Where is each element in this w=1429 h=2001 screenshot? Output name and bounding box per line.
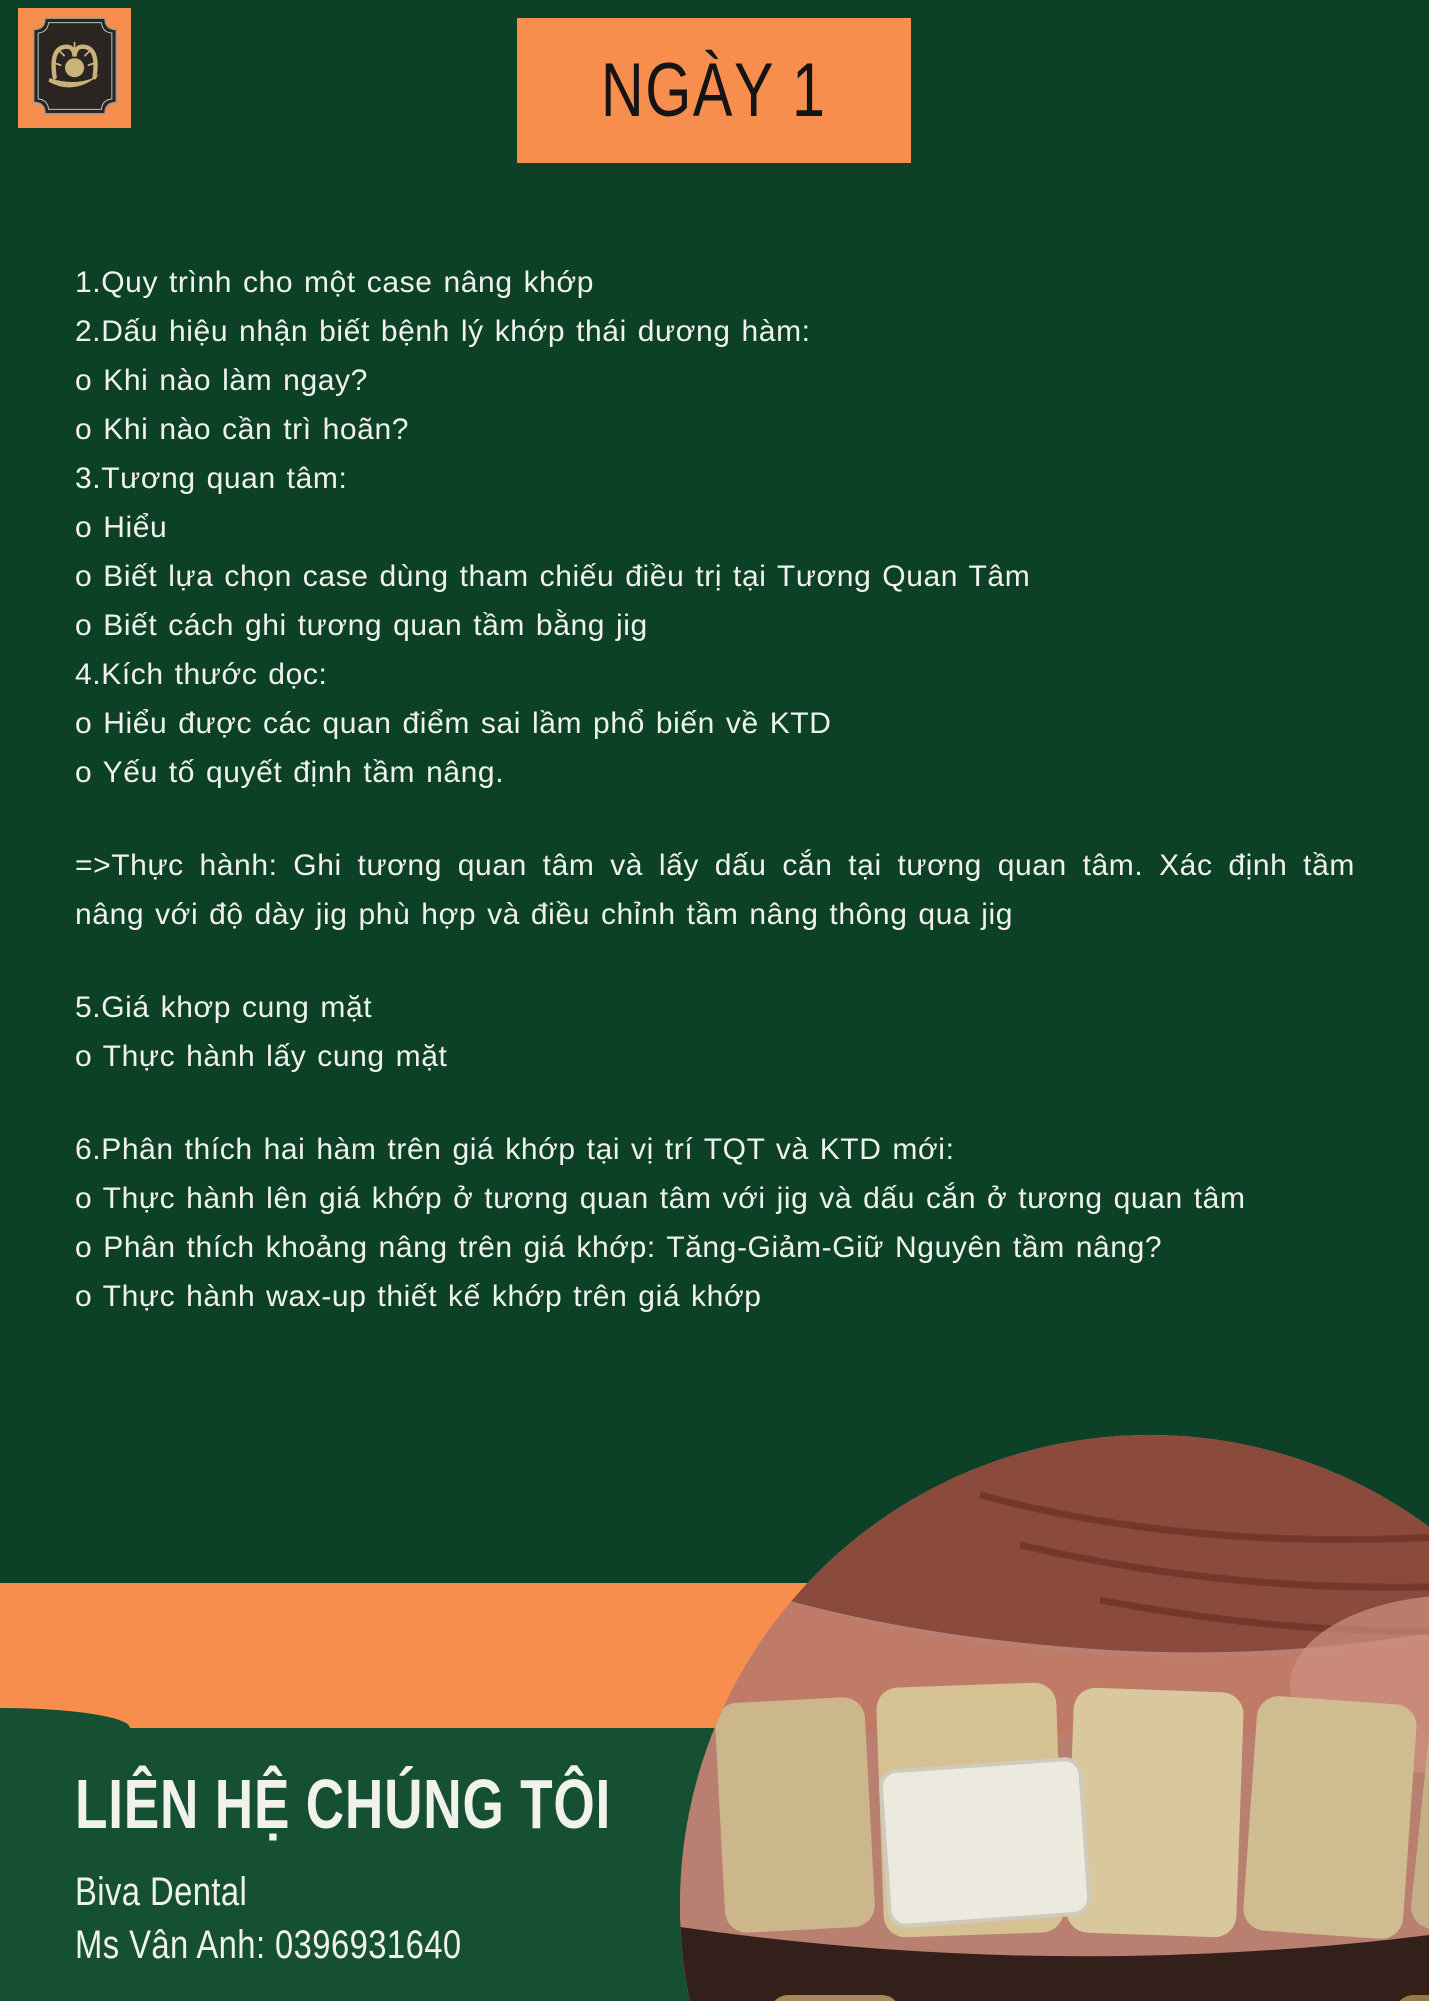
outline-paragraph: o Phân thích khoảng nâng trên giá khớp: Tăng-Giảm-Giữ Nguyên tầm nâng?	[75, 1231, 1163, 1264]
outline-paragraph: o Biết cách ghi tương quan tầm bằng jig	[75, 609, 648, 642]
contact-lines	[75, 1866, 780, 1972]
outline-paragraph: =>Thực hành: Ghi tương quan tâm và lấy dấu cắn tại tương quan tâm. Xác định tầm nâng với độ dày jig phù hợp và điều chỉnh tầm nâng thông qua jig	[75, 849, 1355, 931]
outline-paragraph: o Thực hành lấy cung mặt	[75, 1040, 448, 1073]
day-title: NGÀY 1	[601, 48, 827, 133]
logo-tile	[18, 8, 131, 128]
outline-paragraph: 5.Giá khơp cung mặt	[75, 991, 373, 1024]
contact-block	[75, 1765, 780, 1972]
outline-paragraph: o Hiểu được các quan điểm sai lầm phổ biến về KTD	[75, 707, 832, 740]
contact-company: Biva Dental	[75, 1870, 248, 1914]
course-outline	[75, 258, 1355, 1321]
outline-paragraph: o Yếu tố quyết định tầm nâng.	[75, 756, 505, 789]
outline-paragraph: 1.Quy trình cho một case nâng khớp	[75, 266, 595, 299]
outline-paragraph: 6.Phân thích hai hàm trên giá khớp tại vị trí TQT và KTD mới:	[75, 1133, 955, 1166]
teeth-photo	[680, 1435, 1429, 2001]
tooth-sun-badge-icon	[26, 13, 124, 124]
outline-paragraph: o Thực hành wax-up thiết kế khớp trên giá khớp	[75, 1280, 762, 1313]
outline-paragraph: 4.Kích thước dọc:	[75, 658, 328, 691]
outline-paragraph: o Khi nào cần trì hoãn?	[75, 413, 410, 446]
contact-heading: LIÊN HỆ CHÚNG TÔI	[75, 1765, 612, 1843]
outline-paragraph: 2.Dấu hiệu nhận biết bệnh lý khớp thái dương hàm:	[75, 315, 811, 348]
outline-paragraph: o Biết lựa chọn case dùng tham chiếu điều trị tại Tương Quan Tâm	[75, 560, 1031, 593]
outline-paragraph: 3.Tương quan tâm:	[75, 462, 348, 495]
contact-phone: Ms Vân Anh: 0396931640	[75, 1923, 462, 1967]
outline-paragraph: o Hiểu	[75, 511, 168, 544]
day-title-box	[517, 18, 911, 163]
outline-paragraph: o Khi nào làm ngay?	[75, 364, 368, 397]
outline-paragraph: o Thực hành lên giá khớp ở tương quan tâm với jig và dấu cắn ở tương quan tâm	[75, 1182, 1246, 1215]
